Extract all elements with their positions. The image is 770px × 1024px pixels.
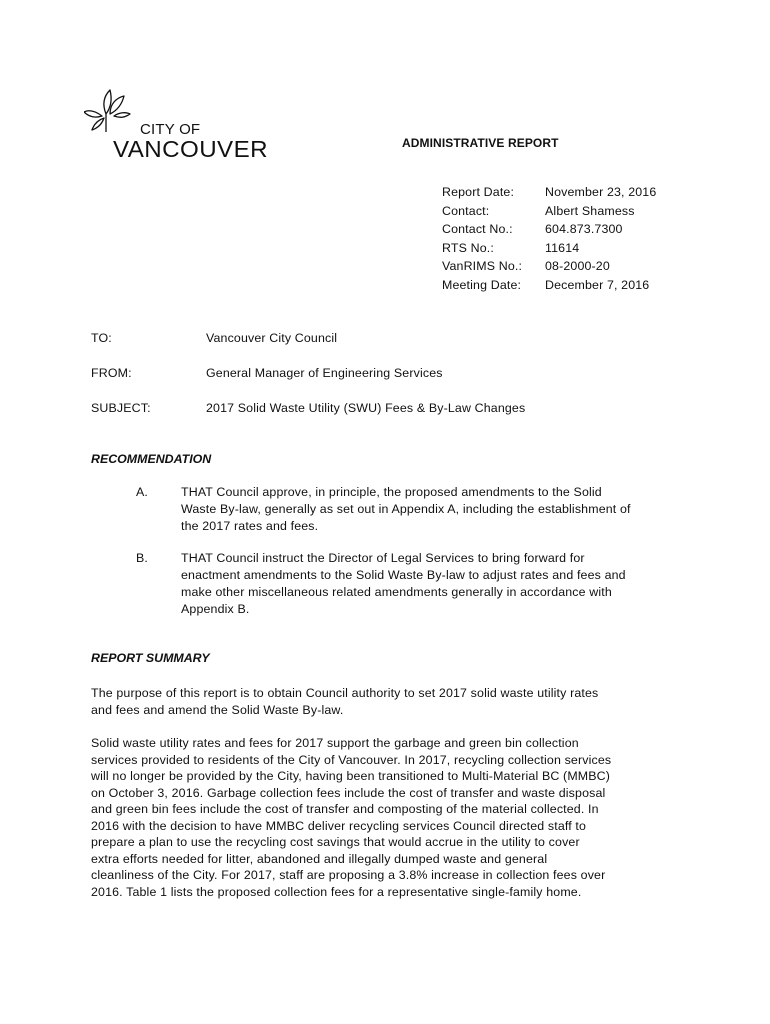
from-label: FROM: <box>91 366 132 380</box>
recommendation-line: Appendix B. <box>181 602 250 616</box>
meta-label: Report Date: <box>442 185 515 199</box>
recommendation-line: make other miscellaneous related amendments generally in accordance with <box>181 585 612 599</box>
paragraph-line: cleanliness of the City. For 2017, staff are proposing a 3.8% increase in collection fees over <box>91 868 606 882</box>
paragraph-line: and fees and amend the Solid Waste By-law. <box>91 703 344 717</box>
meta-value: November 23, 2016 <box>545 185 657 199</box>
paragraph-line: services provided to residents of the City of Vancouver. In 2017, recycling collection services <box>91 753 612 767</box>
paragraph-line: will no longer be provided by the City, having been transitioned to Multi-Material BC (MMBC) <box>91 769 611 783</box>
paragraph-line: prepare a plan to use the recycling cost savings that would accrue in the utility to cover <box>91 835 580 849</box>
recommendation-line: THAT Council instruct the Director of Legal Services to bring forward for <box>181 551 585 565</box>
paragraph-line: The purpose of this report is to obtain Council authority to set 2017 solid waste utility rates <box>91 686 599 700</box>
recommendation-line: THAT Council approve, in principle, the proposed amendments to the Solid <box>181 485 602 499</box>
meta-label: VanRIMS No.: <box>442 259 523 273</box>
meta-label: RTS No.: <box>442 241 494 255</box>
meta-value: Albert Shamess <box>545 204 635 218</box>
subject-value: 2017 Solid Waste Utility (SWU) Fees & By-Law Changes <box>206 401 526 415</box>
meta-label: Meeting Date: <box>442 278 522 292</box>
paragraph-line: and green bin fees include the cost of transfer and composting of the material collected. In <box>91 802 599 816</box>
recommendation-line: enactment amendments to the Solid Waste By-law to adjust rates and fees and <box>181 568 626 582</box>
meta-value: December 7, 2016 <box>545 278 650 292</box>
meta-label: Contact No.: <box>442 222 513 236</box>
meta-value: 08-2000-20 <box>545 259 610 273</box>
recommendation-heading: RECOMMENDATION <box>91 452 212 466</box>
paragraph-line: Solid waste utility rates and fees for 2017 support the garbage and green bin collection <box>91 736 579 750</box>
paragraph-line: 2016. Table 1 lists the proposed collection fees for a representative single-family home. <box>91 885 582 899</box>
meta-value: 604.873.7300 <box>545 222 623 236</box>
recommendation-letter: B. <box>136 551 149 565</box>
recommendation-line: the 2017 rates and fees. <box>181 519 319 533</box>
recommendation-letter: A. <box>136 485 149 499</box>
paragraph-line: extra efforts needed for litter, abandoned and illegally dumped waste and general <box>91 852 548 866</box>
meta-value: 11614 <box>545 241 580 255</box>
meta-label: Contact: <box>442 204 490 218</box>
report-title: ADMINISTRATIVE REPORT <box>402 136 559 150</box>
logo-text-city-of: CITY OF <box>140 121 201 138</box>
paragraph-line: 2016 with the decision to have MMBC deliver recycling services Council directed staff to <box>91 819 587 833</box>
logo-text-vancouver: VANCOUVER <box>113 136 268 162</box>
from-value: General Manager of Engineering Services <box>206 366 443 380</box>
to-label: TO: <box>91 331 112 345</box>
report-summary-heading: REPORT SUMMARY <box>91 651 210 665</box>
subject-label: SUBJECT: <box>91 401 151 415</box>
paragraph-line: on October 3, 2016. Garbage collection fees include the cost of transfer and waste disposal <box>91 786 606 800</box>
recommendation-line: Waste By-law, generally as set out in Appendix A, including the establishment of <box>181 502 631 516</box>
to-value: Vancouver City Council <box>206 331 338 345</box>
